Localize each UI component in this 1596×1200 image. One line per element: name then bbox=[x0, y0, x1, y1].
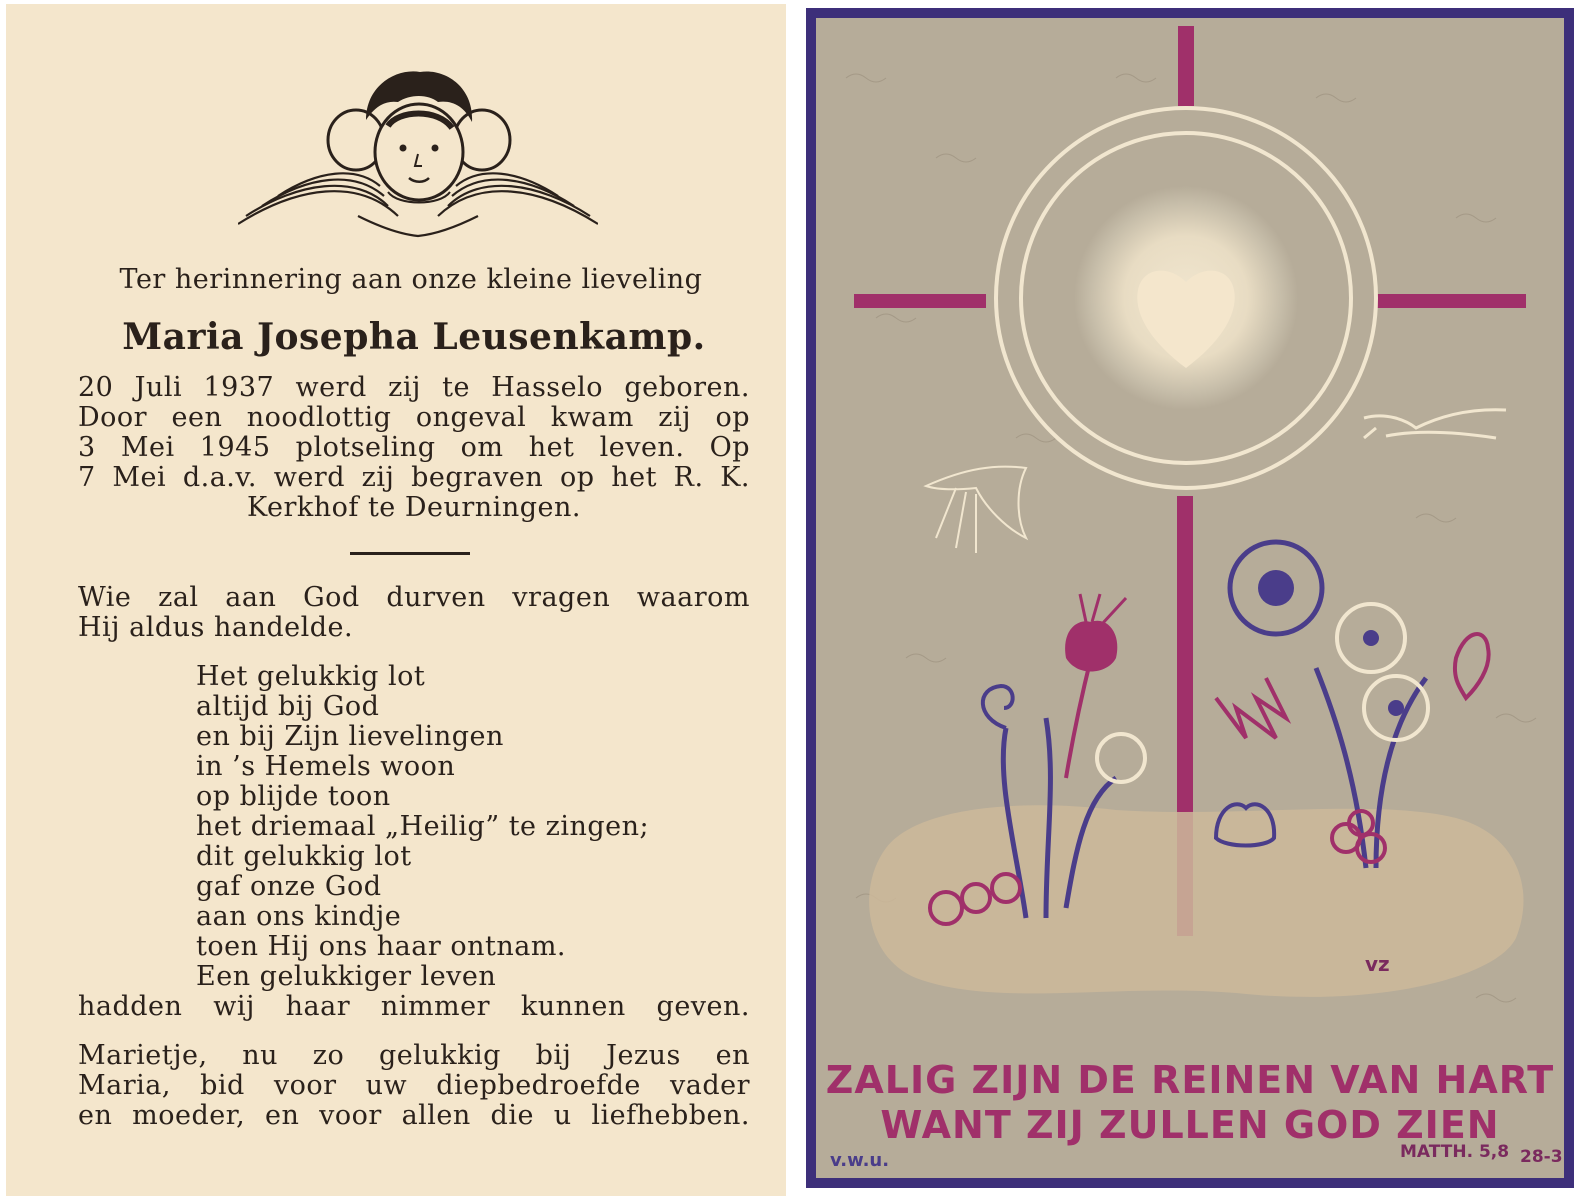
dove-icon bbox=[1364, 410, 1506, 438]
bio-line: 20 Juli 1937 werd zij te Hasselo geboren. bbox=[78, 372, 750, 403]
bio-line: 7 Mei d.a.v. werd zij begraven op het R. K. bbox=[78, 462, 750, 493]
curl-icon bbox=[983, 686, 1013, 728]
motto-line: WANT ZIJ ZULLEN GOD ZIEN bbox=[880, 1103, 1500, 1147]
butterfly-icon bbox=[1455, 634, 1489, 698]
closing-line: Maria, bid voor uw diepbedroefde vader bbox=[78, 1070, 750, 1101]
tulip-icon bbox=[1065, 594, 1126, 778]
poem-line: gaf onze God bbox=[196, 871, 382, 902]
bio-line: Kerkhof te Deurningen. bbox=[247, 492, 581, 523]
deceased-name: Maria Josepha Leusenkamp. bbox=[122, 316, 706, 358]
poem-line: Het gelukkig lot bbox=[196, 661, 426, 692]
divider bbox=[350, 552, 470, 555]
bio-line: 3 Mei 1945 plotseling om het leven. Op bbox=[78, 432, 750, 463]
devotional-image-card bbox=[800, 2, 1594, 1198]
publisher-mark: v.w.u. bbox=[830, 1150, 890, 1171]
closing-line: Marietje, nu zo gelukkig bij Jezus en bbox=[78, 1040, 750, 1071]
cherub-icon bbox=[238, 66, 598, 242]
cross bbox=[854, 26, 1526, 936]
scripture-reference: MATTH. 5,8 bbox=[1400, 1142, 1510, 1162]
question-line: Hij aldus handelde. bbox=[78, 612, 354, 643]
motto-line: ZALIG ZIJN DE REINEN VAN HART bbox=[825, 1058, 1555, 1102]
question-line: Wie zal aan God durven vragen waarom bbox=[78, 582, 750, 613]
artist-signature: vz bbox=[1365, 952, 1390, 976]
card-number: 28-3 bbox=[1520, 1147, 1563, 1167]
dove-icon bbox=[926, 467, 1026, 553]
poem-line: in ’s Hemels woon bbox=[196, 751, 456, 782]
poem-line: op blijde toon bbox=[196, 781, 391, 812]
poem-line: Een gelukkiger leven bbox=[196, 961, 497, 992]
poem-line: toen Hij ons haar ontnam. bbox=[196, 931, 567, 962]
cross-illustration bbox=[816, 18, 1564, 1178]
poem-line: dit gelukkig lot bbox=[196, 841, 412, 872]
closing-line: en moeder, en voor allen die u liefhebben. bbox=[78, 1100, 750, 1131]
poem-line: aan ons kindje bbox=[196, 901, 402, 932]
bio-line: Door een noodlottig ongeval kwam zij op bbox=[78, 402, 750, 433]
flower-icon bbox=[1230, 542, 1322, 634]
memorial-text-card bbox=[6, 4, 786, 1196]
intro-line: Ter herinnering aan onze kleine lieveling bbox=[119, 264, 703, 295]
poem-line: hadden wij haar nimmer kunnen geven. bbox=[78, 991, 750, 1022]
poem-line: het driemaal „Heilig” te zingen; bbox=[196, 811, 650, 842]
poem-line: en bij Zijn lievelingen bbox=[196, 721, 504, 752]
poem-line: altijd bij God bbox=[196, 691, 380, 722]
